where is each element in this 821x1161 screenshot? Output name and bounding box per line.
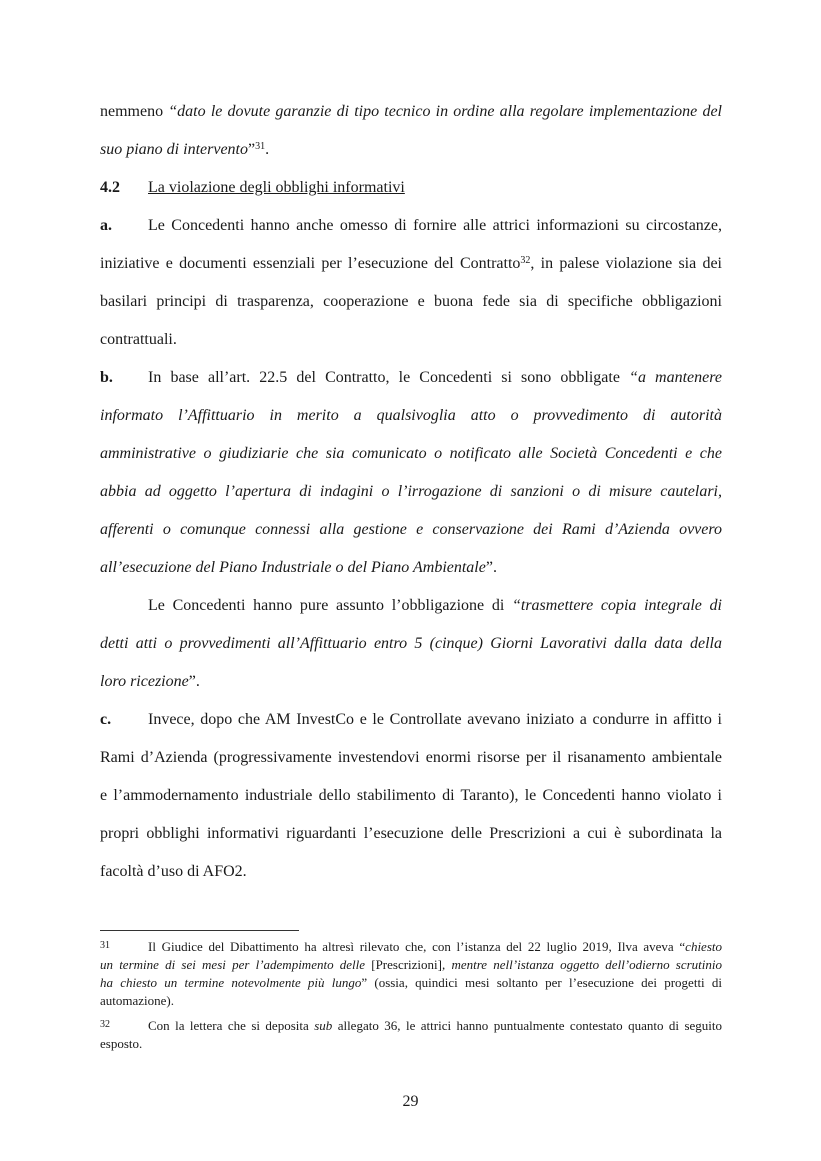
text-line [100,93,722,131]
text-segment: suo piano di intervento [100,141,248,158]
text-segment: amministrative o giudiziarie che sia comunicato o notificato alle Società Concedenti e che [100,445,722,462]
text-line [100,131,722,169]
text-segment: “dato le dovute garanzie di tipo tecnico in ordine alla regolare implementazione del [168,103,722,120]
text-line [100,283,722,321]
text-line [100,245,722,283]
footnote-line [100,1035,722,1053]
text-line [100,701,722,739]
text-segment: contrattuali. [100,331,177,348]
paragraph-label: c. [100,711,112,728]
text-segment: ha chiesto un termine notevolmente più lungo [100,975,362,990]
text-segment: , in palese violazione sia dei [530,255,723,272]
text-segment: detti atti o provvedimenti all’Affittuario entro 5 (cinque) Giorni Lavorativi dalla data della [100,635,722,652]
footnote-line: 31 Il Giudice del Dibattimento ha altresì rilevato che, con l’istanza del 22 luglio 2019, Ilva aveva “chiesto [100,939,722,954]
footnote-line: 32 Con la lettera che si deposita sub allegato 36, le attrici hanno puntualmente contestato quanto di seguito [100,1018,722,1033]
text-segment: sub [314,1018,333,1033]
text-line [100,625,722,663]
footnote-ref: 32 [520,255,531,266]
text-segment: afferenti o comunque connessi alla gestione e conservazione dei Rami d’Azienda ovvero [100,521,722,538]
text-line [100,207,722,245]
text-segment: “trasmettere copia integrale di [511,597,722,614]
text-segment: Invece, dopo che AM InvestCo e le Controllate avevano iniziato a condurre in affitto i [148,711,722,728]
footnote-separator [100,930,299,931]
paragraph-label: 4.2 [100,179,120,196]
footnote-line [100,974,722,992]
text-segment: ” (ossia, quindici mesi soltanto per l’esecuzione dei progetti di [361,975,722,990]
footnote-line [100,956,722,974]
footnote-line [100,992,722,1010]
text-line [100,587,722,625]
text-segment: ” [247,141,256,158]
text-segment: ”. [188,673,200,690]
text-line [100,815,722,853]
text-segment: chiesto [685,939,722,954]
text-line [100,663,722,701]
text-segment: [Prescrizioni] [371,957,442,972]
text-segment: Il Giudice del Dibattimento ha altresì rilevato che, con l’istanza del 22 luglio 2019, Ilva aveva “ [148,939,686,954]
text-segment: basilari principi di trasparenza, cooperazione e buona fede sia di specifiche obbligazioni [100,293,722,310]
text-line [100,359,722,397]
text-segment: loro ricezione [100,673,189,690]
text-line [100,321,722,359]
text-segment: In base all’art. 22.5 del Contratto, le Concedenti si sono obbligate [148,369,630,386]
text-segment: Rami d’Azienda (progressivamente investendovi enormi risorse per il risanamento ambientale [100,749,722,766]
text-line [100,739,722,777]
text-segment: facoltà d’uso di AFO2. [100,863,247,880]
text-segment: “a mantenere [629,369,722,386]
text-segment: abbia ad oggetto l’apertura di indagini o l’irrogazione di sanzioni o di misure cautelari, [100,483,722,500]
page-number: 29 [402,1093,419,1110]
text-segment: . [265,141,270,158]
text-line [100,397,722,435]
body-text [100,93,722,891]
text-segment: nemmeno [100,103,169,120]
text-segment: informato l’Affittuario in merito a qualsivoglia atto o provvedimento di autorità [100,407,722,424]
text-line [100,435,722,473]
text-line [100,549,722,587]
text-segment: propri obblighi informativi riguardanti l’esecuzione delle Prescrizioni a cui è subordinata la [100,825,722,842]
text-segment: all’esecuzione del Piano Industriale o del Piano Ambientale [100,559,486,576]
text-line [100,853,722,891]
text-segment: allegato 36, le attrici hanno puntualmente contestato quanto di seguito [332,1018,722,1033]
text-line [100,511,722,549]
footnote-ref: 31 [255,141,266,152]
text-segment: un termine di sei mesi per l’adempimento delle [100,957,372,972]
footnote-31 [100,938,722,1010]
footnote-32 [100,1017,722,1053]
text-segment: ”. [485,559,497,576]
text-line [100,473,722,511]
text-segment: iniziative e documenti essenziali per l’esecuzione del Contratto [100,255,521,272]
section-heading: La violazione degli obblighi informativi [148,179,405,196]
text-segment: Le Concedenti hanno pure assunto l’obbligazione di [148,597,512,614]
text-segment: Le Concedenti hanno anche omesso di fornire alle attrici informazioni su circostanze, [148,217,722,234]
text-segment: e l’ammodernamento industriale dello stabilimento di Taranto), le Concedenti hanno violato i [100,787,722,804]
text-line [100,169,722,207]
text-segment: Con la lettera che si deposita [148,1018,315,1033]
text-segment: automazione). [100,993,174,1008]
text-line [100,777,722,815]
paragraph-label: b. [100,369,113,386]
text-segment: , mentre nell’istanza oggetto dell’odierno scrutinio [442,957,722,972]
paragraph-label: a. [100,217,112,234]
text-segment: esposto. [100,1036,143,1051]
